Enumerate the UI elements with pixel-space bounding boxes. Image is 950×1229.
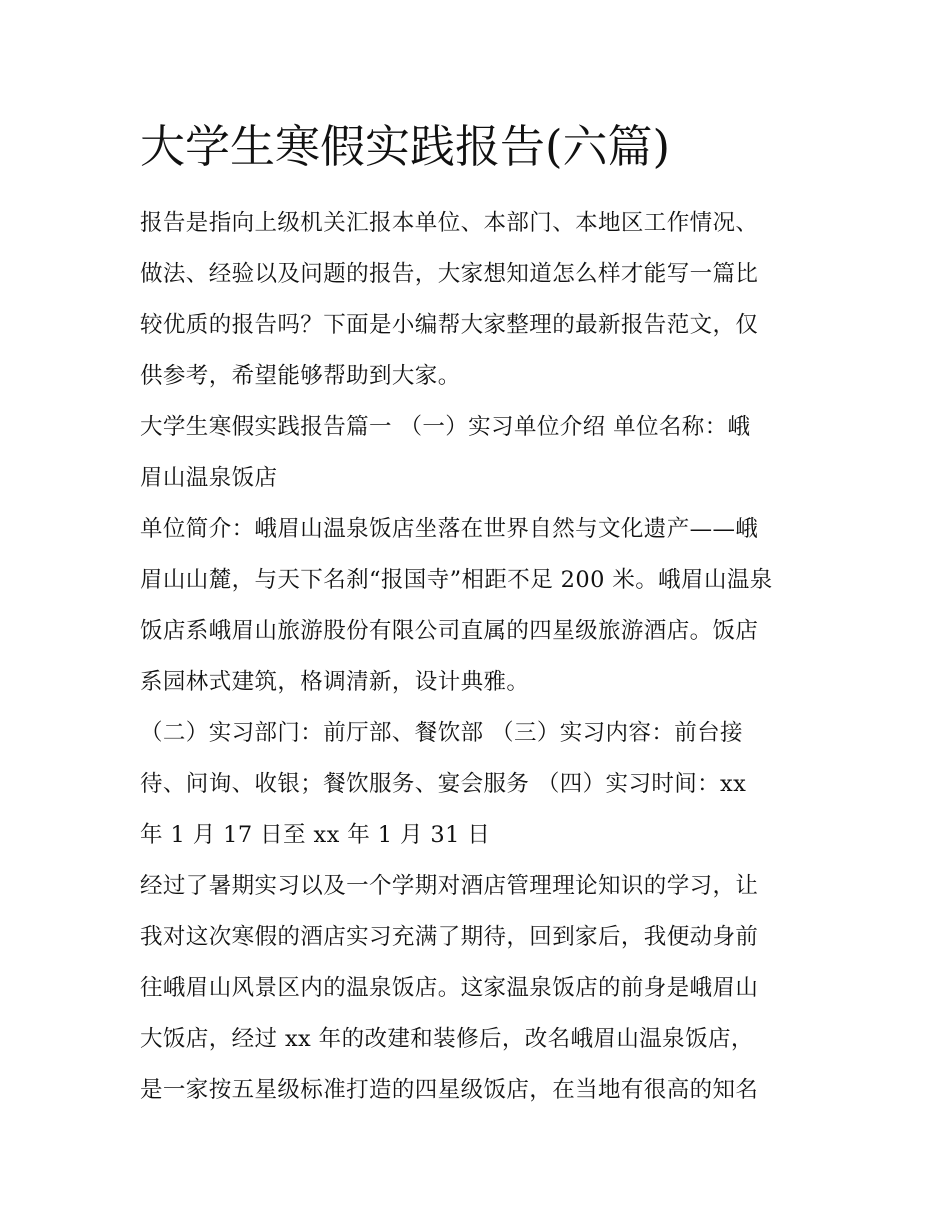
body-line: 较优质的报告吗？下面是小编帮大家整理的最新报告范文，仅 (140, 312, 759, 338)
body-line: 饭店系峨眉山旅游股份有限公司直属的四星级旅游酒店。饭店 (140, 618, 759, 644)
body-line: 往峨眉山风景区内的温泉饭店。这家温泉饭店的前身是峨眉山 (140, 975, 759, 1001)
body-line: 大饭店，经过 xx 年的改建和装修后，改名峨眉山温泉饭店， (140, 1026, 754, 1052)
body-line: （二）实习部门：前厅部、餐饮部 （三）实习内容：前台接 (140, 720, 743, 746)
section-heading-line: 大学生寒假实践报告篇一 （一）实习单位介绍 单位名称：峨 (140, 414, 751, 440)
body-line: 是一家按五星级标准打造的四星级饭店，在当地有很高的知名 (140, 1077, 759, 1103)
body-line: 年 1 月 17 日至 xx 年 1 月 31 日 (140, 822, 491, 848)
body-line: 眉山温泉饭店 (140, 465, 278, 491)
body-line: 我对这次寒假的酒店实习充满了期待，回到家后，我便动身前 (140, 924, 759, 950)
body-line: 单位简介：峨眉山温泉饭店坐落在世界自然与文化遗产——峨 (140, 516, 759, 542)
body-line: 经过了暑期实习以及一个学期对酒店管理理论知识的学习，让 (140, 873, 759, 899)
body-line: 待、问询、收银；餐饮服务、宴会服务 （四）实习时间：xx (140, 771, 747, 797)
body-line: 系园林式建筑，格调清新，设计典雅。 (140, 669, 530, 695)
body-line: 眉山山麓，与天下名刹“报国寺”相距不足 200 米。峨眉山温泉 (140, 567, 773, 593)
body-line: 做法、经验以及问题的报告，大家想知道怎么样才能写一篇比 (140, 261, 759, 287)
body-line: 供参考，希望能够帮助到大家。 (140, 363, 461, 389)
body-line: 报告是指向上级机关汇报本单位、本部门、本地区工作情况、 (140, 210, 759, 236)
document-title: 大学生寒假实践报告(六篇) (140, 120, 671, 173)
